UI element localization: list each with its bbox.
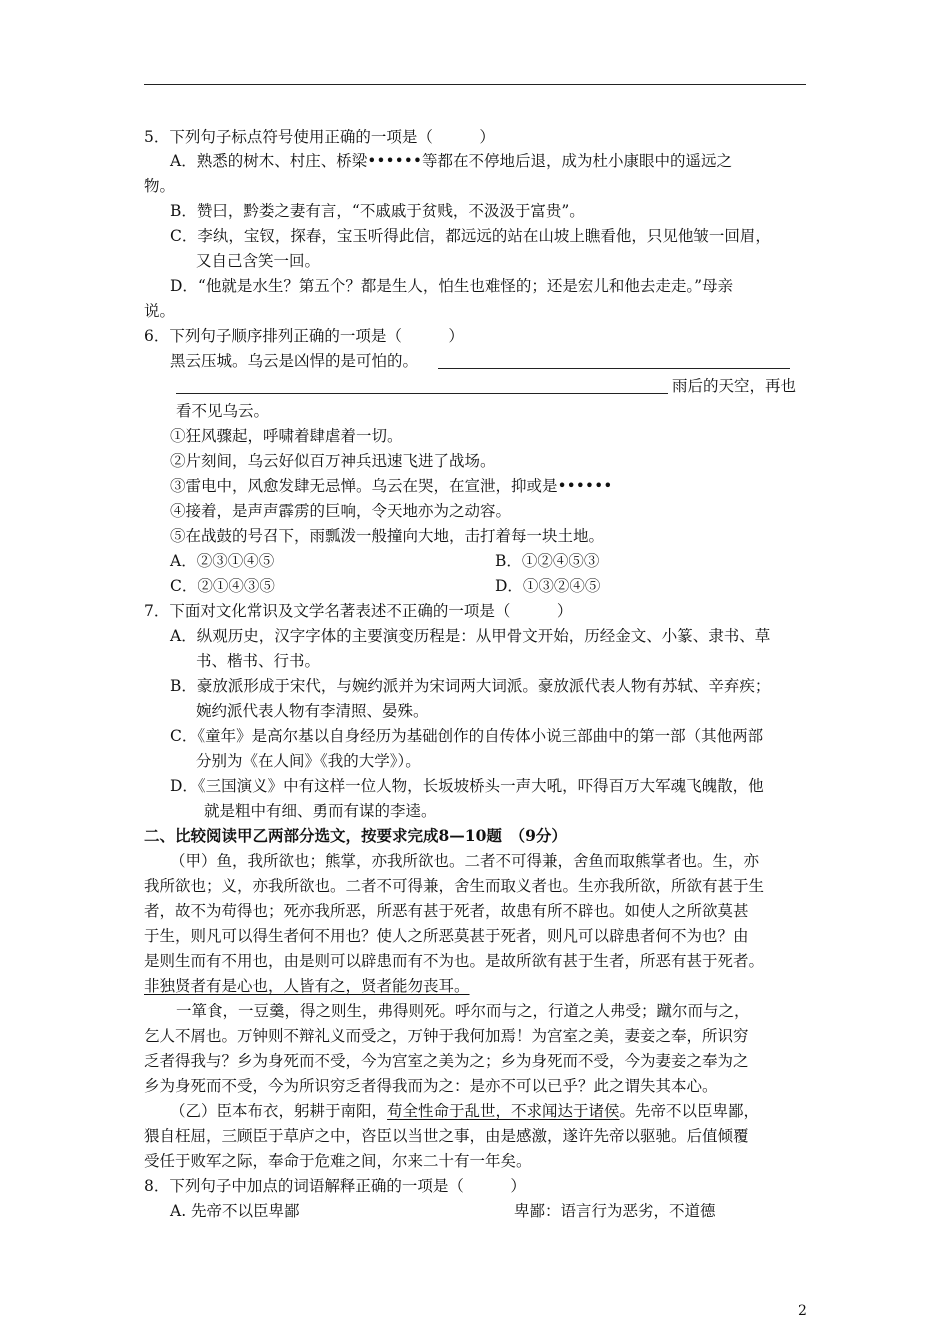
passage-yi-line1-start: （乙）臣本布衣，躬耕于南阳， bbox=[170, 1102, 388, 1120]
passage-jia-underlined-sentence: 非独贤者有是心也，人皆有之，贤者能勿丧耳。 bbox=[144, 977, 470, 995]
passage-yi-line1-end: 。先帝不以臣卑鄙， bbox=[619, 1102, 760, 1120]
q7-option-b-line2: 婉约派代表人物有李清照、晏殊。 bbox=[196, 702, 429, 720]
passage-jia-line4: 于生，则凡可以得生者何不用也？使人之所恶莫甚于死者，则凡可以辟患者何不为也？由 bbox=[144, 927, 749, 945]
q7-option-d-line2: 就是粗中有细、勇而有谋的李逵。 bbox=[204, 802, 437, 820]
passage-yi-line3: 受任于败军之际，奉命于危难之间，尔来二十有一年矣。 bbox=[144, 1152, 532, 1170]
q7-stem: 7．下面对文化常识及文学名著表述不正确的一项是（ ） bbox=[144, 602, 573, 620]
passage-yi-line1 bbox=[170, 1101, 759, 1121]
q6-option-b: B．①②④⑤③ bbox=[495, 552, 600, 570]
q7-option-a-line2: 书、楷书、行书。 bbox=[196, 652, 321, 670]
q7-option-d-line1: D．《三国演义》中有这样一位人物，长坂坡桥头一声大吼，吓得百万大军魂飞魄散，他 bbox=[170, 777, 764, 795]
q5-option-b: B．赞曰，黔娄之妻有言，“不戚戚于贫贱，不汲汲于富贵”。 bbox=[170, 202, 585, 220]
q7-option-a-line1: A．纵观历史，汉字字体的主要演变历程是：从甲骨文开始，历经金文、小篆、隶书、草 bbox=[170, 627, 771, 645]
passage-jia-line8: 乞人不屑也。万钟则不辩礼义而受之，万钟于我何加焉！为宫室之美，妻妾之奉，所识穷 bbox=[144, 1027, 749, 1045]
section-2-heading: 二、比较阅读甲乙两部分选文，按要求完成8—10题 （9分） bbox=[144, 826, 567, 845]
q5-stem: 5．下列句子标点符号使用正确的一项是（ ） bbox=[144, 128, 495, 146]
passage-jia-line9: 乏者得我与？乡为身死而不受，今为宫室之美为之；乡为身死而不受，今为妻妾之奉为之 bbox=[144, 1052, 749, 1070]
q6-option-c: C．②①④③⑤ bbox=[170, 577, 275, 595]
q7-option-b-line1: B．豪放派形成于宋代，与婉约派并为宋词两大词派。豪放派代表人物有苏轼、辛弃疾； bbox=[170, 677, 771, 695]
q6-sentence-4: ④接着，是声声霹雳的巨响，令天地亦为之动容。 bbox=[170, 502, 512, 520]
q8-option-a: A. 先帝不以臣卑鄙 bbox=[170, 1202, 300, 1220]
q5-option-d-line1: D．“他就是水生？第五个？都是生人，怕生也难怪的；还是宏儿和他去走走。”母亲 bbox=[170, 277, 734, 295]
q6-sentence-2: ②片刻间，乌云好似百万神兵迅速飞进了战场。 bbox=[170, 452, 496, 470]
passage-jia-line10: 乡为身死而不受，今为所识穷乏者得我而为之：是亦不可以已乎？此之谓失其本心。 bbox=[144, 1077, 718, 1095]
q6-tail-line1: 雨后的天空，再也 bbox=[672, 377, 797, 395]
page-number: 2 bbox=[798, 1303, 807, 1319]
passage-yi-underlined-phrase: 苟全性命于乱世，不求闻达于诸侯 bbox=[387, 1102, 620, 1120]
header-rule bbox=[144, 84, 806, 85]
q8-stem: 8．下列句子中加点的词语解释正确的一项是（ ） bbox=[144, 1177, 526, 1195]
q8-option-a-gloss: 卑鄙：语言行为恶劣，不道德 bbox=[514, 1202, 716, 1220]
passage-jia-line3: 者，故不为苟得也；死亦我所恶，所恶有甚于死者，故患有所不辟也。如使人之所欲莫甚 bbox=[144, 902, 749, 920]
q6-option-d: D．①③②④⑤ bbox=[495, 577, 601, 595]
q7-option-c-line2: 分别为《在人间》《我的大学》）。 bbox=[196, 752, 421, 770]
q5-option-a-line1: A．熟悉的树木、村庄、桥梁••••••等都在不停地后退，成为杜小康眼中的遥远之 bbox=[170, 152, 733, 170]
q7-option-c-line1: C．《童年》是高尔基以自身经历为基础创作的自传体小说三部曲中的第一部（其他两部 bbox=[170, 727, 764, 745]
q6-answer-blank-1[interactable] bbox=[438, 368, 790, 369]
q6-sentence-5: ⑤在战鼓的号召下，雨瓢泼一般撞向大地，击打着每一块土地。 bbox=[170, 527, 605, 545]
q6-answer-blank-2[interactable] bbox=[176, 393, 668, 394]
q6-sentence-1: ①狂风骤起，呼啸着肆虐着一切。 bbox=[170, 427, 403, 445]
passage-jia-line2: 我所欲也；义，亦我所欲也。二者不可得兼，舍生而取义者也。生亦我所欲，所欲有甚于生 bbox=[144, 877, 765, 895]
q6-tail-line2: 看不见乌云。 bbox=[176, 402, 270, 420]
passage-yi-line2: 猥自枉屈，三顾臣于草庐之中，咨臣以当世之事，由是感激，遂许先帝以驱驰。后值倾覆 bbox=[144, 1127, 749, 1145]
q6-lead-text: 黑云压城。乌云是凶悍的是可怕的。 bbox=[170, 352, 419, 370]
q5-option-c-line2: 又自己含笑一回。 bbox=[196, 252, 321, 270]
passage-jia-line1: （甲）鱼，我所欲也；熊掌，亦我所欲也。二者不可得兼，舍鱼而取熊掌者也。生，亦 bbox=[170, 852, 760, 870]
q6-sentence-3: ③雷电中，风愈发肆无忌惮。乌云在哭，在宣泄，抑或是•••••• bbox=[170, 477, 613, 495]
passage-jia-line5: 是则生而有不用也，由是则可以辟患而有不为也。是故所欲有甚于生者，所恶有甚于死者。 bbox=[144, 952, 765, 970]
q5-option-a-line2: 物。 bbox=[144, 177, 176, 195]
q5-option-d-line2: 说。 bbox=[144, 302, 176, 320]
q5-option-c-line1: C．李纨，宝钗，探春，宝玉听得此信，都远远的站在山坡上瞧看他，只见他皱一回眉， bbox=[170, 227, 771, 245]
q6-option-a: A．②③①④⑤ bbox=[170, 552, 275, 570]
q6-stem: 6．下列句子顺序排列正确的一项是（ ） bbox=[144, 327, 464, 345]
passage-jia-line7: 一箪食，一豆羹，得之则生，弗得则死。呼尔而与之，行道之人弗受；蹴尔而与之， bbox=[176, 1002, 750, 1020]
